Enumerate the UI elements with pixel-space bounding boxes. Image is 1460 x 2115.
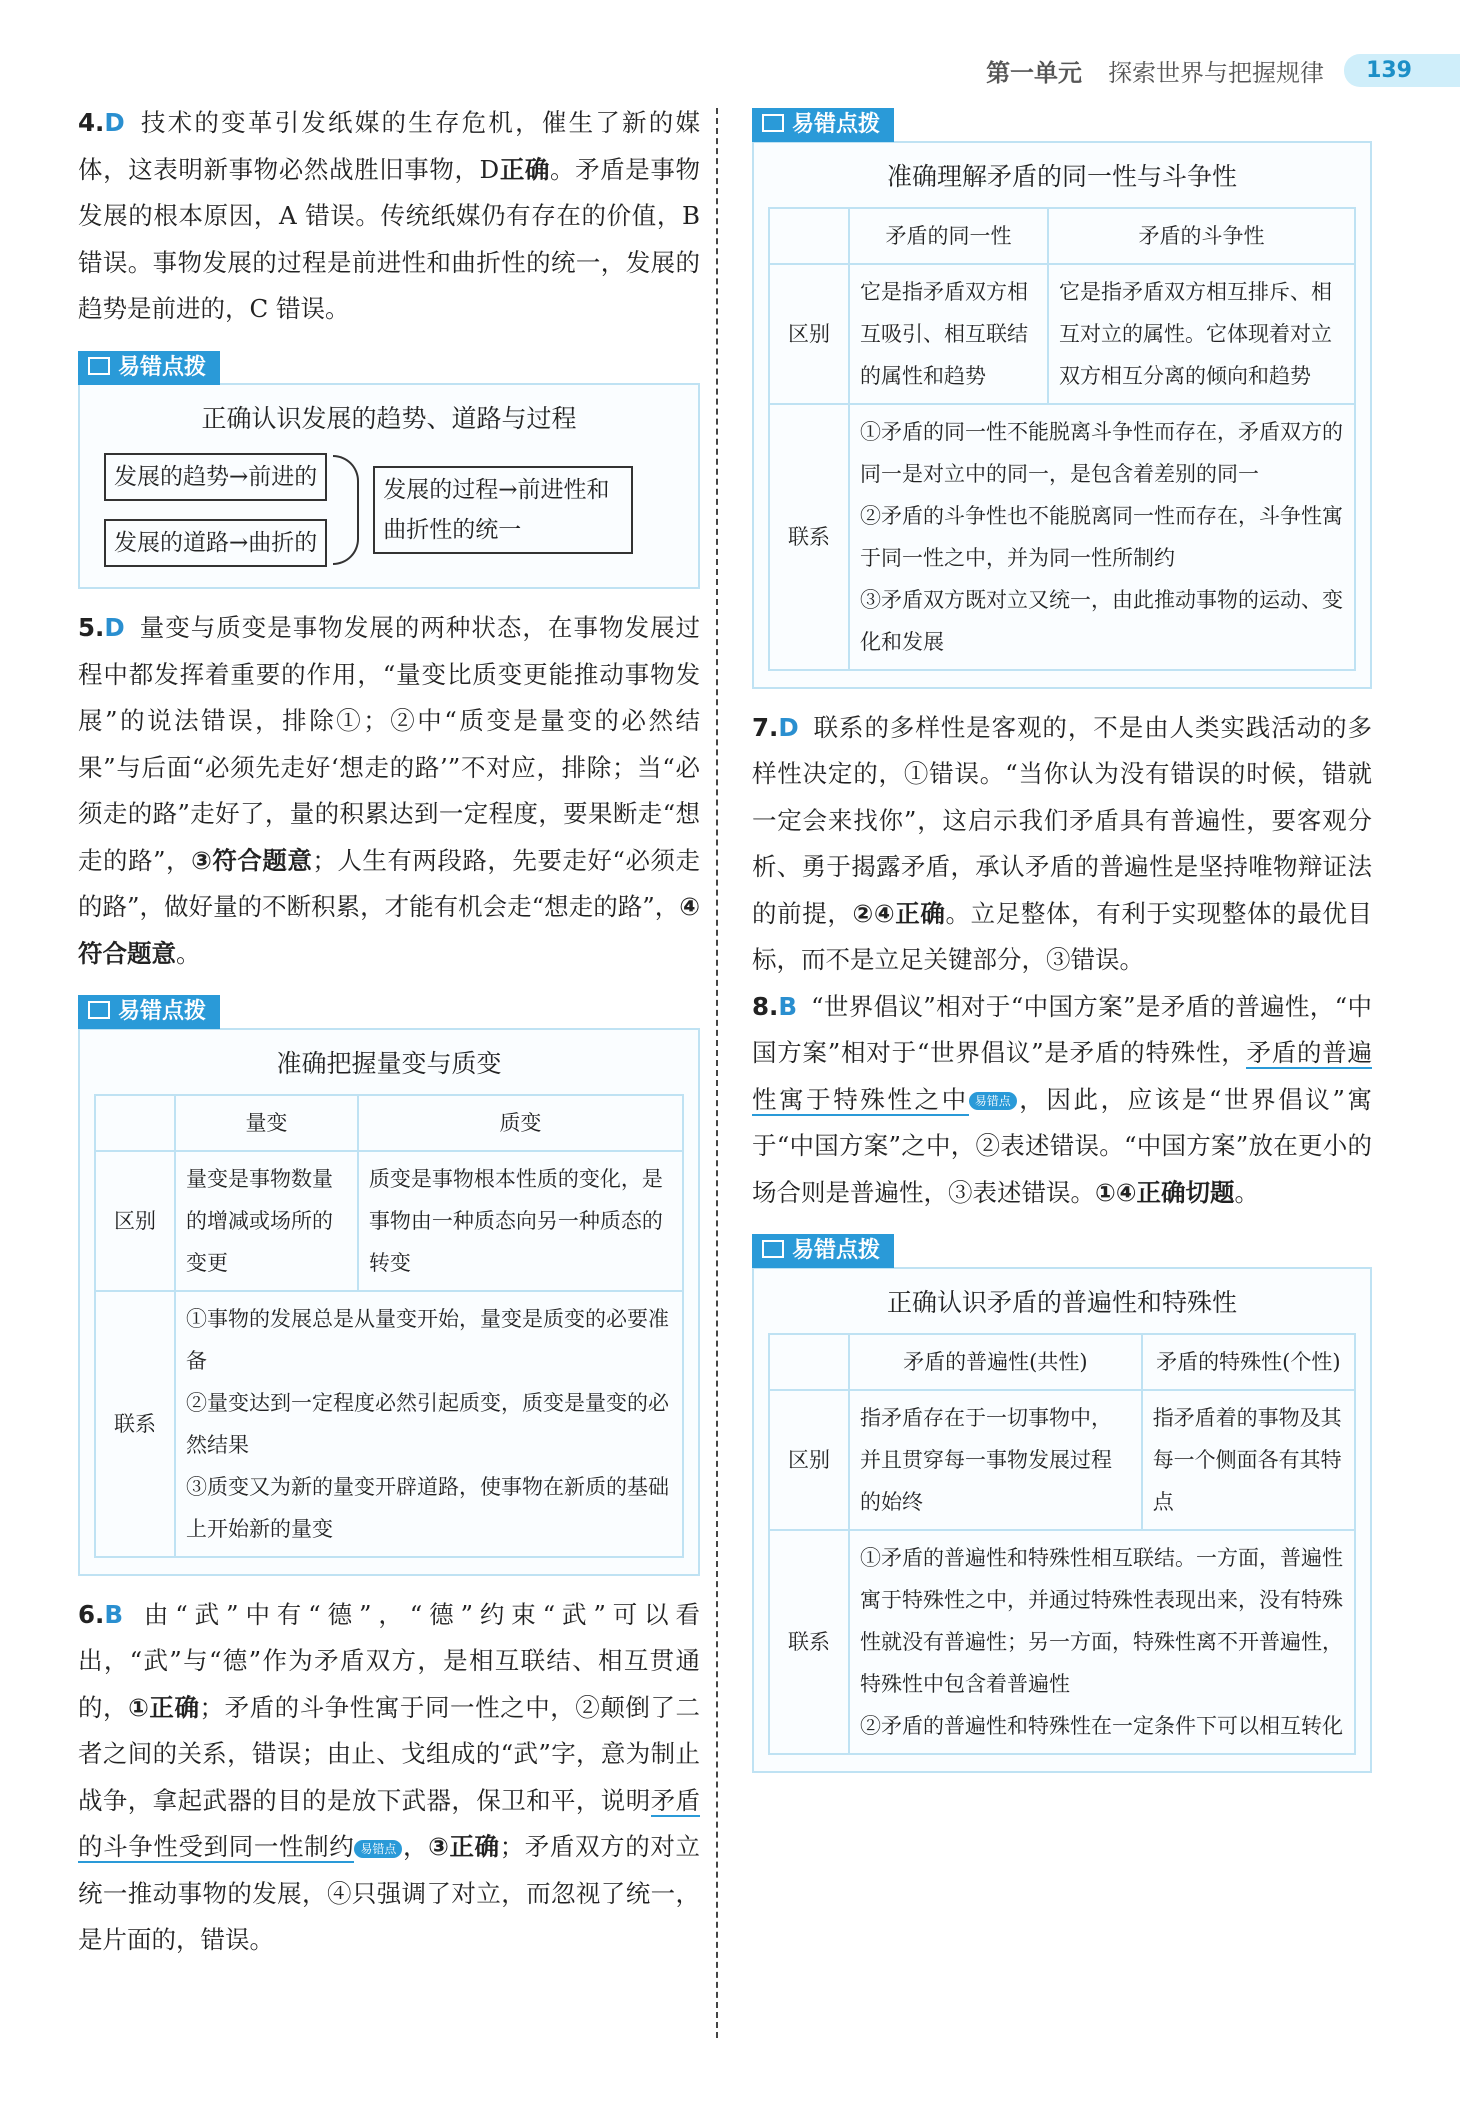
answer-letter: D [104,108,125,137]
table-header: 矛盾的特殊性(个性) [1142,1334,1355,1390]
comparison-table [768,207,1356,671]
error-tag: 易错点 [969,1092,1017,1110]
left-column [78,100,700,1964]
tip-title: 正确认识矛盾的普遍性和特殊性 [886,1287,1237,1317]
tip-label: 易错点拨 [752,108,894,142]
answer-4: 4.D 技术的变革引发纸媒的生存危机，催生了新的媒体，这表明新事物必然战胜旧事物，D正确。矛盾是事物发展的根本原因，A 错误。传统纸媒仍有存在的价值，B 错误。事物发展的过程是前进性和曲折性的统一，发展的趋势是前进的，C 错误。 [78,108,701,323]
tip-title: 准确理解矛盾的同一性与斗争性 [886,161,1237,191]
flow-box-process: 发展的过程→前进性和曲折性的统一 [373,466,633,554]
right-column [752,100,1372,1789]
comparison-table [768,1333,1356,1755]
underlined-text: 矛盾的普遍性寓于特殊性之中 [752,1038,1372,1114]
tip-box-development [78,343,700,590]
development-flow [94,449,684,571]
brace-icon [333,455,359,565]
tip-title: 准确把握量变与质变 [276,1048,502,1078]
row-label: 区别 [769,1390,849,1530]
table-header: 矛盾的普遍性(共性) [849,1334,1142,1390]
answer-letter: B [104,1599,124,1629]
error-tag: 易错点 [354,1840,402,1858]
comparison-table [94,1094,684,1558]
row-label: 联系 [95,1291,175,1557]
answer-8: 8.B “世界倡议”相对于“中国方案”是矛盾的普遍性，“中国方案”相对于“世界倡议”是矛盾的特殊性，矛盾的普遍性寓于特殊性之中 易错点 ，因此，应该是“世界倡议”寓于“中国方案”之中，②表述错误。“中国方案”放在更小的场合则是普遍性，③表述错误。①④正确切题。 [752,991,1372,1207]
row-label: 区别 [95,1151,175,1291]
tip-label: 易错点拨 [752,1234,894,1268]
book-icon [88,357,110,375]
table-header: 量变 [175,1095,358,1151]
unit-title: 第一单元 [986,58,1083,87]
answer-letter: D [104,613,125,642]
column-divider [716,108,718,2038]
table-cell: 指矛盾着的事物及其每一个侧面各有其特点 [1142,1390,1355,1530]
row-label: 联系 [769,404,849,670]
table-header: 质变 [358,1095,683,1151]
row-label: 联系 [769,1530,849,1754]
tip-title: 正确认识发展的趋势、道路与过程 [201,404,577,433]
table-cell: 质变是事物根本性质的变化，是事物由一种质态向另一种质态的转变 [358,1151,683,1291]
table-cell: 它是指矛盾双方相互吸引、相互联结的属性和趋势 [849,264,1048,404]
unit-subtitle: 探索世界与把握规律 [1108,58,1325,87]
answer-5: 5.D 量变与质变是事物发展的两种状态，在事物发展过程中都发挥着重要的作用，“量变比质变更能推动事物发展”的说法错误，排除①；②中“质变是量变的必然结果”与后面“必须先走好‘想走的路’”不对应，排除；当“必须走的路”走好了，量的积累达到一定程度，要果断走“想走的路”，③符合题意；人生有两段路，先要走好“必须走的路”，做好量的不断积累，才能有机会走“想走的路”，④符合题意。 [78,613,700,968]
page-header [986,52,1460,88]
answer-letter: D [778,712,799,742]
row-label: 区别 [769,264,849,404]
tip-label: 易错点拨 [78,995,220,1029]
tip-box-identity-struggle [752,100,1372,689]
book-icon [762,1240,784,1258]
table-cell: ①矛盾的同一性不能脱离斗争性而存在，矛盾双方的同一是对立中的同一，是包含着差别的同一 ②矛盾的斗争性也不能脱离同一性而存在，斗争性寓于同一性之中，并为同一性所制约 ③矛盾双方既对立又统一，由此推动事物的运动、变化和发展 [849,404,1355,670]
table-cell: 它是指矛盾双方相互排斥、相互对立的属性。它体现着对立双方相互分离的倾向和趋势 [1048,264,1355,404]
answer-letter: B [778,991,798,1021]
tip-box-universality-particularity [752,1226,1372,1773]
page-number: 139 [1344,54,1460,87]
tip-box-quantity-quality [78,987,700,1576]
tip-label: 易错点拨 [78,351,220,385]
underlined-text: 矛盾的斗争性受到同一性制约 [78,1785,701,1861]
answer-6: 6.B 由“武”中有“德”，“德”约束“武”可以看出，“武”与“德”作为矛盾双方，是相互联结、相互贯通的，①正确；矛盾的斗争性寓于同一性之中，②颠倒了二者之间的关系，错误；由止、戈组成的“武”字，意为制止战争，拿起武器的目的是放下武器，保卫和平，说明矛盾的斗争性受到同一性制约 易错点 ，③正确；矛盾双方的对立统一推动事物的发展，④只强调了对立，而忽视了统一，是片面的，错误。 [78,1599,701,1954]
answer-7: 7.D 联系的多样性是客观的，不是由人类实践活动的多样性决定的，①错误。“当你认为没有错误的时候，错就一定会来找你”，这启示我们矛盾具有普遍性，要客观分析、勇于揭露矛盾，承认矛盾的普遍性是坚持唯物辩证法的前提，②④正确。立足整体，有利于实现整体的最优目标，而不是立足关键部分，③错误。 [752,712,1372,974]
book-icon [88,1001,110,1019]
book-icon [762,114,784,132]
table-header: 矛盾的同一性 [849,208,1048,264]
flow-box-trend: 发展的趋势→前进的 [104,453,327,501]
flow-box-road: 发展的道路→曲折的 [104,519,327,567]
table-cell: ①事物的发展总是从量变开始，量变是质变的必要准备 ②量变达到一定程度必然引起质变，质变是量变的必然结果 ③质变又为新的量变开辟道路，使事物在新质的基础上开始新的量变 [175,1291,683,1557]
table-cell: ①矛盾的普遍性和特殊性相互联结。一方面，普遍性寓于特殊性之中，并通过特殊性表现出来，没有特殊性就没有普遍性；另一方面，特殊性离不开普遍性，特殊性中包含着普遍性 ②矛盾的普遍性和特殊性在一定条件下可以相互转化 [849,1530,1355,1754]
table-header: 矛盾的斗争性 [1048,208,1355,264]
table-cell: 指矛盾存在于一切事物中，并且贯穿每一事物发展过程的始终 [849,1390,1142,1530]
table-cell: 量变是事物数量的增减或场所的变更 [175,1151,358,1291]
